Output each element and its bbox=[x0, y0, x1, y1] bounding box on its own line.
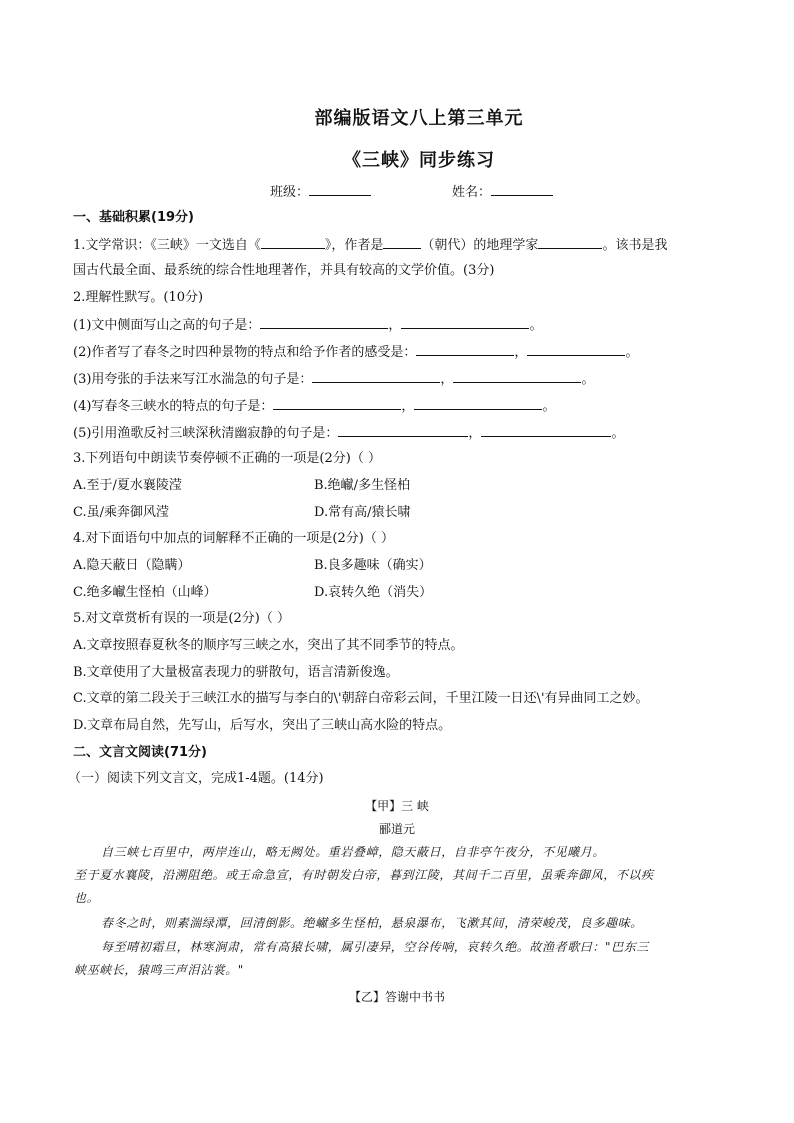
q2-item-5-blank-a[interactable] bbox=[338, 424, 468, 437]
page-title: 部编版语文八上第三单元 bbox=[314, 108, 524, 129]
q4-option-a[interactable]: A.隐天蔽日（隐瞒） bbox=[73, 558, 191, 573]
passage-yi-title: 【乙】答谢中书书 bbox=[348, 990, 445, 1004]
question-4-head: 4.对下面语句中加点的词解释不正确的一项是(2分)（ ） bbox=[73, 531, 394, 546]
q2-item-5-text: (5)引用渔歌反衬三峡深秋清幽寂静的句子是： bbox=[73, 426, 339, 441]
q3-option-b[interactable]: B.绝𪩘/多生怪柏 bbox=[314, 478, 411, 493]
passage-line: 每至晴初霜旦，林寒涧肃，常有高猿长啸，属引凄异，空谷传响，哀转久绝。故渔者歌曰："巴东三 bbox=[101, 940, 649, 954]
page-subtitle: 《三峡》同步练习 bbox=[343, 150, 495, 171]
passage-line: 也。 bbox=[74, 891, 100, 905]
section-basics-heading: 一、基础积累(19分) bbox=[73, 210, 194, 225]
q2-item-3 bbox=[73, 370, 594, 389]
passage-line: 春冬之时，则素湍绿潭，回清倒影。绝𪩘多生怪柏，悬泉瀑布，飞漱其间，清荣峻茂，良多趣味。 bbox=[101, 916, 643, 930]
passage-line: 至于夏水襄陵，沿溯阻绝。或王命急宣，有时朝发白帝，暮到江陵，其间千二百里，虽乘奔御风，不以疾 bbox=[74, 868, 654, 882]
q2-item-3-blank-b[interactable] bbox=[453, 370, 581, 383]
q4-option-d[interactable]: D.哀转久绝（消失） bbox=[314, 585, 433, 600]
q2-item-1-blank-a[interactable] bbox=[260, 316, 388, 329]
q5-option-c[interactable]: C.文章的第二段关于三峡江水的描写与李白的\'朝辞白帝彩云间，千里江陵一日还\'有异曲同工之妙。 bbox=[73, 691, 649, 706]
question-1 bbox=[73, 236, 667, 255]
q2-item-3-blank-a[interactable] bbox=[312, 370, 440, 383]
q1-blank-book[interactable] bbox=[261, 236, 325, 249]
period: 。 bbox=[611, 426, 625, 441]
comma: ， bbox=[440, 372, 454, 387]
q2-item-2-blank-a[interactable] bbox=[416, 343, 514, 356]
q2-item-4 bbox=[73, 397, 555, 416]
passage-jia-title: 【甲】三 峡 bbox=[365, 799, 429, 813]
section-reading-heading: 二、文言文阅读(71分) bbox=[73, 745, 207, 760]
q2-item-4-blank-b[interactable] bbox=[414, 397, 542, 410]
class-blank[interactable] bbox=[309, 183, 371, 196]
question-3-head: 3.下列语句中朗读节奏停顿不正确的一项是(2分)（ ） bbox=[73, 451, 381, 466]
q2-item-5-blank-b[interactable] bbox=[481, 424, 611, 437]
q2-item-1-text: (1)文中侧面写山之高的句子是： bbox=[73, 318, 261, 333]
comma: ， bbox=[468, 426, 482, 441]
name-field bbox=[452, 181, 553, 200]
question-1-cont: 国古代最全面、最系统的综合性地理著作，并具有较高的文学价值。(3分) bbox=[73, 263, 495, 278]
name-blank[interactable] bbox=[491, 183, 553, 196]
q3-option-d[interactable]: D.常有高/猿长啸 bbox=[314, 505, 411, 520]
q3-option-c[interactable]: C.虽/乘奔御风滢 bbox=[73, 505, 169, 520]
name-label: 姓名： bbox=[452, 185, 492, 200]
class-label: 班级： bbox=[270, 185, 310, 200]
q2-item-3-text: (3)用夸张的手法来写江水湍急的句子是： bbox=[73, 372, 313, 387]
comma: ， bbox=[514, 345, 528, 360]
q1-text-a: 1.文学常识：《三峡》一文选自《 bbox=[73, 238, 261, 253]
q2-item-2-blank-b[interactable] bbox=[527, 343, 625, 356]
q2-item-2 bbox=[73, 343, 638, 362]
class-field bbox=[270, 181, 371, 200]
comma: ， bbox=[388, 318, 402, 333]
q1-text-b: 》，作者是 bbox=[324, 238, 384, 253]
comma: ， bbox=[401, 399, 415, 414]
q5-option-a[interactable]: A.文章按照春夏秋冬的顺序写三峡之水，突出了其不同季节的特点。 bbox=[73, 638, 464, 653]
q1-text-d: 。该书是我 bbox=[602, 238, 668, 253]
period: 。 bbox=[625, 345, 639, 360]
q4-option-c[interactable]: C.绝多𪩘生怪柏（山峰） bbox=[73, 585, 217, 600]
q2-item-4-text: (4)写春冬三峡水的特点的句子是： bbox=[73, 399, 274, 414]
q5-option-b[interactable]: B.文章使用了大量极富表现力的骈散句，语言清新俊逸。 bbox=[73, 665, 399, 680]
passage-author: 郦道元 bbox=[378, 822, 415, 836]
q2-item-4-blank-a[interactable] bbox=[273, 397, 401, 410]
q2-item-2-text: (2)作者写了春冬之时四种景物的特点和给予作者的感受是： bbox=[73, 345, 417, 360]
q2-item-1-blank-b[interactable] bbox=[401, 316, 529, 329]
q4-option-b[interactable]: B.良多趣味（确实） bbox=[314, 558, 432, 573]
q1-blank-dynasty[interactable] bbox=[383, 236, 421, 249]
subsection-1-heading: （一）阅读下列文言文，完成1-4题。(14分) bbox=[68, 771, 324, 786]
q2-item-5 bbox=[73, 424, 624, 443]
passage-line: 峡巫峡长，猿鸣三声泪沾裳。" bbox=[74, 963, 244, 977]
q1-text-c: （朝代）的地理学家 bbox=[421, 238, 539, 253]
q3-option-a[interactable]: A.至于/夏水襄陵滢 bbox=[73, 478, 182, 493]
q5-option-d[interactable]: D.文章布局自然，先写山，后写水，突出了三峡山高水险的特点。 bbox=[73, 718, 452, 733]
question-5-head: 5.对文章赏析有误的一项是(2分)（ ） bbox=[73, 611, 290, 626]
period: 。 bbox=[581, 372, 595, 387]
passage-line: 自三峡七百里中，两岸连山，略无阙处。重岩叠嶂，隐天蔽日，自非亭午夜分，不见曦月。 bbox=[101, 845, 606, 859]
q2-item-1 bbox=[73, 316, 542, 335]
q1-blank-author[interactable] bbox=[538, 236, 602, 249]
period: 。 bbox=[542, 399, 556, 414]
period: 。 bbox=[529, 318, 543, 333]
question-2-head: 2.理解性默写。(10分) bbox=[73, 290, 204, 305]
